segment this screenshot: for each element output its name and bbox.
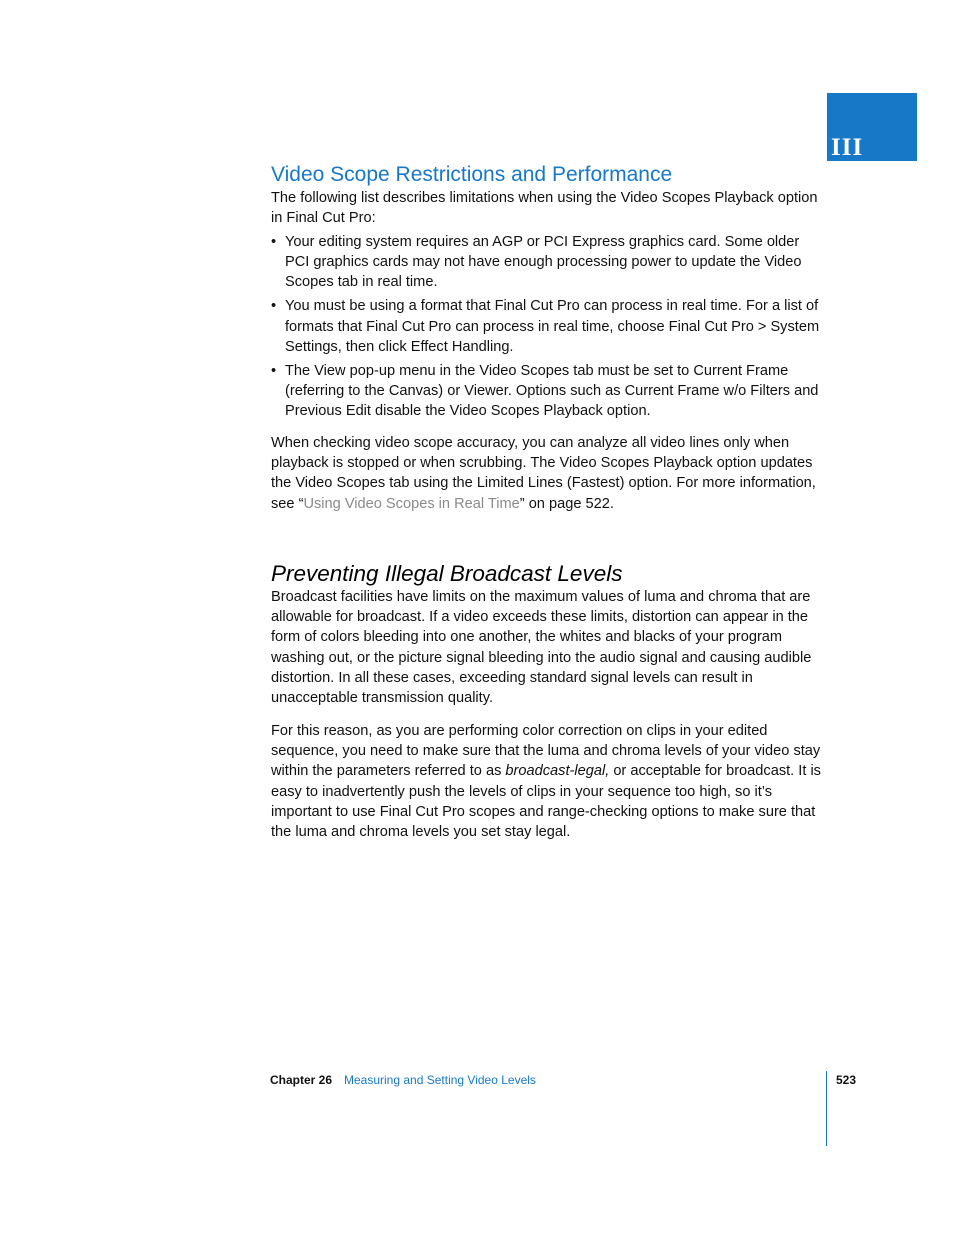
list-item-text: The View pop-up menu in the Video Scopes tab must be set to Current Frame (referring to the Canvas) or Viewer. Options such as Current Frame w/o Filters and Previous Edit disable the Video Scopes Playback option.	[285, 362, 819, 420]
emphasized-term: broadcast-legal,	[505, 763, 610, 780]
footer-chapter-title: Measuring and Setting Video Levels	[344, 1073, 536, 1087]
paragraph-text: For this reason, as you are performing color correction on clips in your edited sequence, you need to make sure that the luma and chroma levels of your video stay within the parameters referred to as	[271, 723, 821, 780]
restrictions-list	[271, 232, 826, 425]
page-number: 523	[836, 1073, 857, 1087]
list-item	[271, 361, 826, 422]
paragraph-text: ” on page 522.	[519, 495, 614, 512]
list-item-text: You must be using a format that Final Cut Pro can process in real time. For a list of formats that Final Cut Pro can process in real time, choose Final Cut Pro > System Settings, then click Effect Handling.	[285, 298, 820, 355]
list-item-text: Your editing system requires an AGP or PCI Express graphics card. Some older PCI graphics cards may not have enough processing power to update the Video Scopes tab in real time.	[285, 234, 802, 291]
footer-divider	[826, 1071, 827, 1146]
section-heading-preventing-illegal-levels: Preventing Illegal Broadcast Levels	[271, 561, 623, 586]
section1-paragraph-2	[271, 433, 826, 514]
paragraph-text: or acceptable for broadcast. It is easy to inadvertently push the levels of clips in your sequence too high, so it’s important to use Final Cut Pro scopes and range-checking options to make sure that the luma and chroma levels you set stay legal.	[271, 763, 821, 841]
footer-chapter-number: Chapter 26	[270, 1073, 333, 1087]
bullet-icon: •	[271, 298, 277, 315]
part-tab-label: III	[831, 134, 864, 161]
bullet-icon: •	[271, 362, 277, 379]
cross-reference-link[interactable]: Using Video Scopes in Real Time	[303, 495, 520, 512]
list-item	[271, 296, 826, 357]
bullet-icon: •	[271, 234, 277, 250]
section1-intro: The following list describes limitations when using the Video Scopes Playback option in Final Cut Pro:	[271, 190, 818, 227]
section-heading-video-scope-restrictions: Video Scope Restrictions and Performance	[271, 163, 673, 186]
section2-paragraph-2	[271, 721, 826, 842]
section2-paragraph-1: Broadcast facilities have limits on the maximum values of luma and chroma that are allowable for broadcast. If a video exceeds these limits, distortion can appear in the form of colors bleeding into one another, the whites and blacks of your program washing out, or the picture signal bleeding into the audio signal and causing audible distortion. In all these cases, exceeding standard signal levels can result in unacceptable transmission quality.	[271, 589, 812, 707]
part-tab	[827, 93, 917, 161]
paragraph-text: When checking video scope accuracy, you can analyze all video lines only when playback is stopped or when scrubbing. The Video Scopes Playback option updates the Video Scopes tab using the Limited Lines (Fastest) option. For more information, see “	[271, 435, 816, 512]
list-item	[271, 232, 826, 293]
